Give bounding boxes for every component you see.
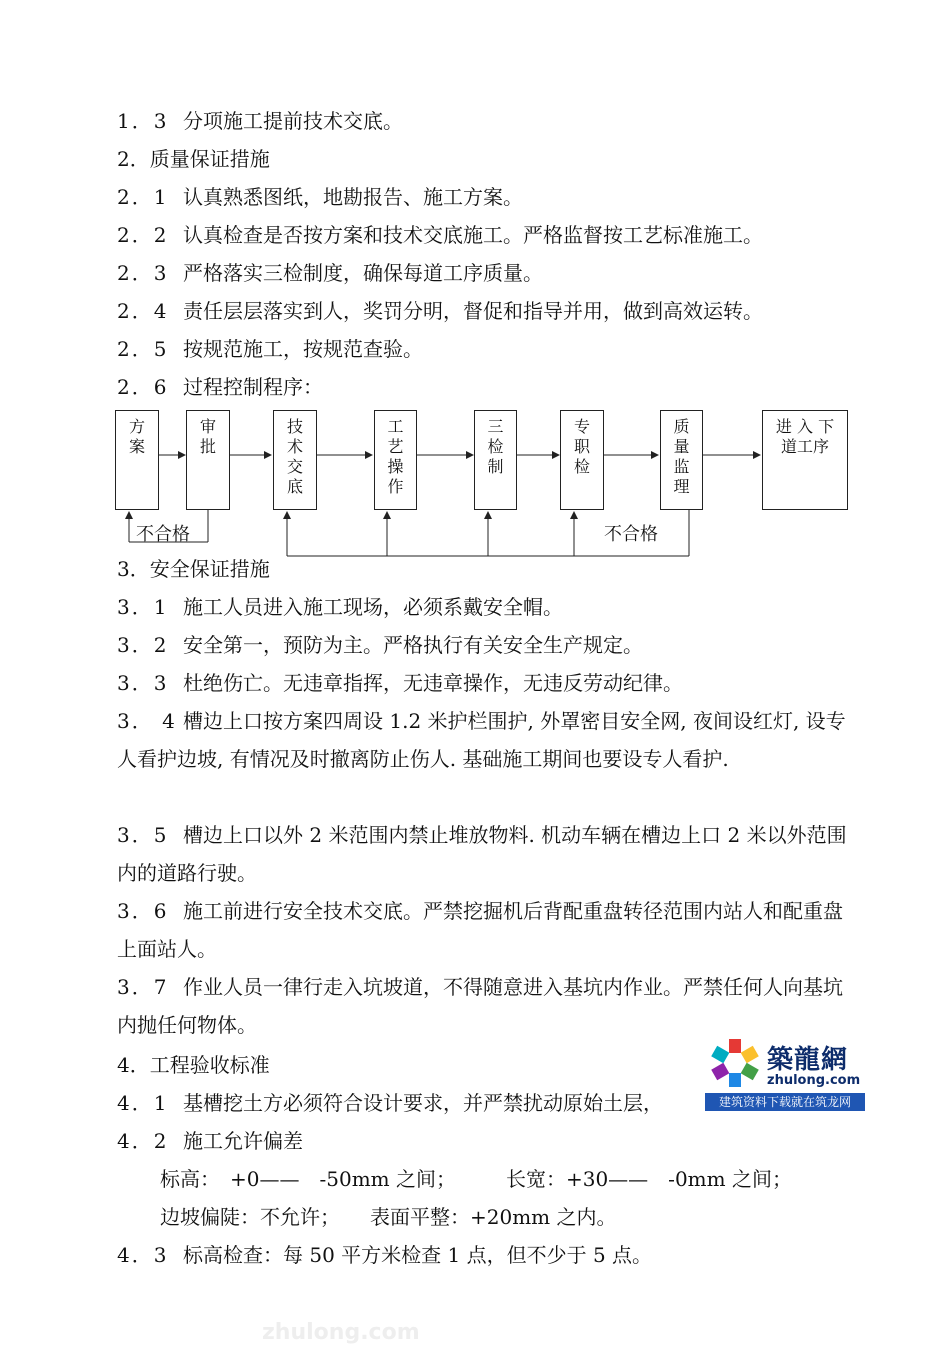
- logo-url: zhulong.com: [767, 1073, 861, 1088]
- flow-box-dedicated-inspection: 专 职 检: [560, 410, 604, 510]
- logo-brand: 築龍網: [767, 1045, 849, 1075]
- tolerance-line: 标高： +0—— -50mm 之间； 长宽：+30—— -0mm 之间；: [160, 1167, 792, 1191]
- text-line: 1．3 分项施工提前技术交底。: [117, 109, 403, 133]
- text-line: 3．3 杜绝伤亡。无违章指挥，无违章操作，无违反劳动纪律。: [117, 671, 683, 695]
- zhulong-logo[interactable]: [705, 1033, 865, 1111]
- flow-box-plan: 方 案: [115, 410, 159, 510]
- flow-box-process-operation: 工 艺 操 作: [374, 410, 417, 510]
- flow-box-technical-briefing: 技 术 交 底: [273, 410, 317, 510]
- section-heading: 3．安全保证措施: [117, 557, 270, 581]
- tolerance-line: 边坡偏陡：不允许； 表面平整：+20mm 之内。: [160, 1205, 617, 1229]
- section-heading: 4．工程验收标准: [117, 1053, 270, 1077]
- fail-label-right: 不合格: [604, 524, 658, 545]
- text-line: 4．3 标高检查：每 50 平方米检查 1 点，但不少于 5 点。: [117, 1243, 653, 1267]
- text-line: 2．2 认真检查是否按方案和技术交底施工。严格监督按工艺标准施工。: [117, 223, 763, 247]
- paragraph: 3． 4 槽边上口按方案四周设 1.2 米护栏围护, 外罩密目安全网, 夜间设红灯, 设专人看护边坡, 有情况及时撤离防止伤人. 基础施工期间也要设专人看护.: [117, 709, 846, 771]
- snowflake-logo-icon: [707, 1035, 763, 1093]
- flow-box-quality-supervision: 质 量 监 理: [660, 410, 703, 510]
- text-line: 3．1 施工人员进入施工现场，必须系戴安全帽。: [117, 595, 563, 619]
- text-line: 4．2 施工允许偏差: [117, 1129, 303, 1153]
- flow-box-approval: 审 批: [186, 410, 230, 510]
- text-line: 3．2 安全第一，预防为主。严格执行有关安全生产规定。: [117, 633, 643, 657]
- paragraph: 3．5 槽边上口以外 2 米范围内禁止堆放物料. 机动车辆在槽边上口 2 米以外范围内的道路行驶。: [117, 823, 847, 885]
- text-line: 4．1 基槽挖土方必须符合设计要求，并严禁扰动原始土层，: [117, 1091, 663, 1115]
- text-line: 2．6 过程控制程序：: [117, 375, 323, 399]
- text-line: 2．3 严格落实三检制度，确保每道工序质量。: [117, 261, 543, 285]
- text-line: 2．5 按规范施工，按规范查验。: [117, 337, 423, 361]
- text-line: 2．1 认真熟悉图纸，地勘报告、施工方案。: [117, 185, 523, 209]
- flow-box-next-process: 进 入 下 道工序: [762, 410, 848, 510]
- flow-box-three-checks: 三 检 制: [474, 410, 517, 510]
- process-flowchart: [100, 400, 860, 570]
- logo-slogan: 建筑资料下载就在筑龙网: [705, 1093, 865, 1111]
- watermark: zhulong.com: [262, 1320, 420, 1345]
- paragraph: 3．7 作业人员一律行走入坑坡道，不得随意进入基坑内作业。严禁任何人向基坑内抛任何物体。: [117, 975, 843, 1037]
- text-line: 2．4 责任层层落实到人，奖罚分明，督促和指导并用，做到高效运转。: [117, 299, 763, 323]
- fail-label-left: 不合格: [136, 524, 190, 545]
- section-heading: 2．质量保证措施: [117, 147, 270, 171]
- paragraph: 3．6 施工前进行安全技术交底。严禁挖掘机后背配重盘转径范围内站人和配重盘上面站人。: [117, 899, 843, 961]
